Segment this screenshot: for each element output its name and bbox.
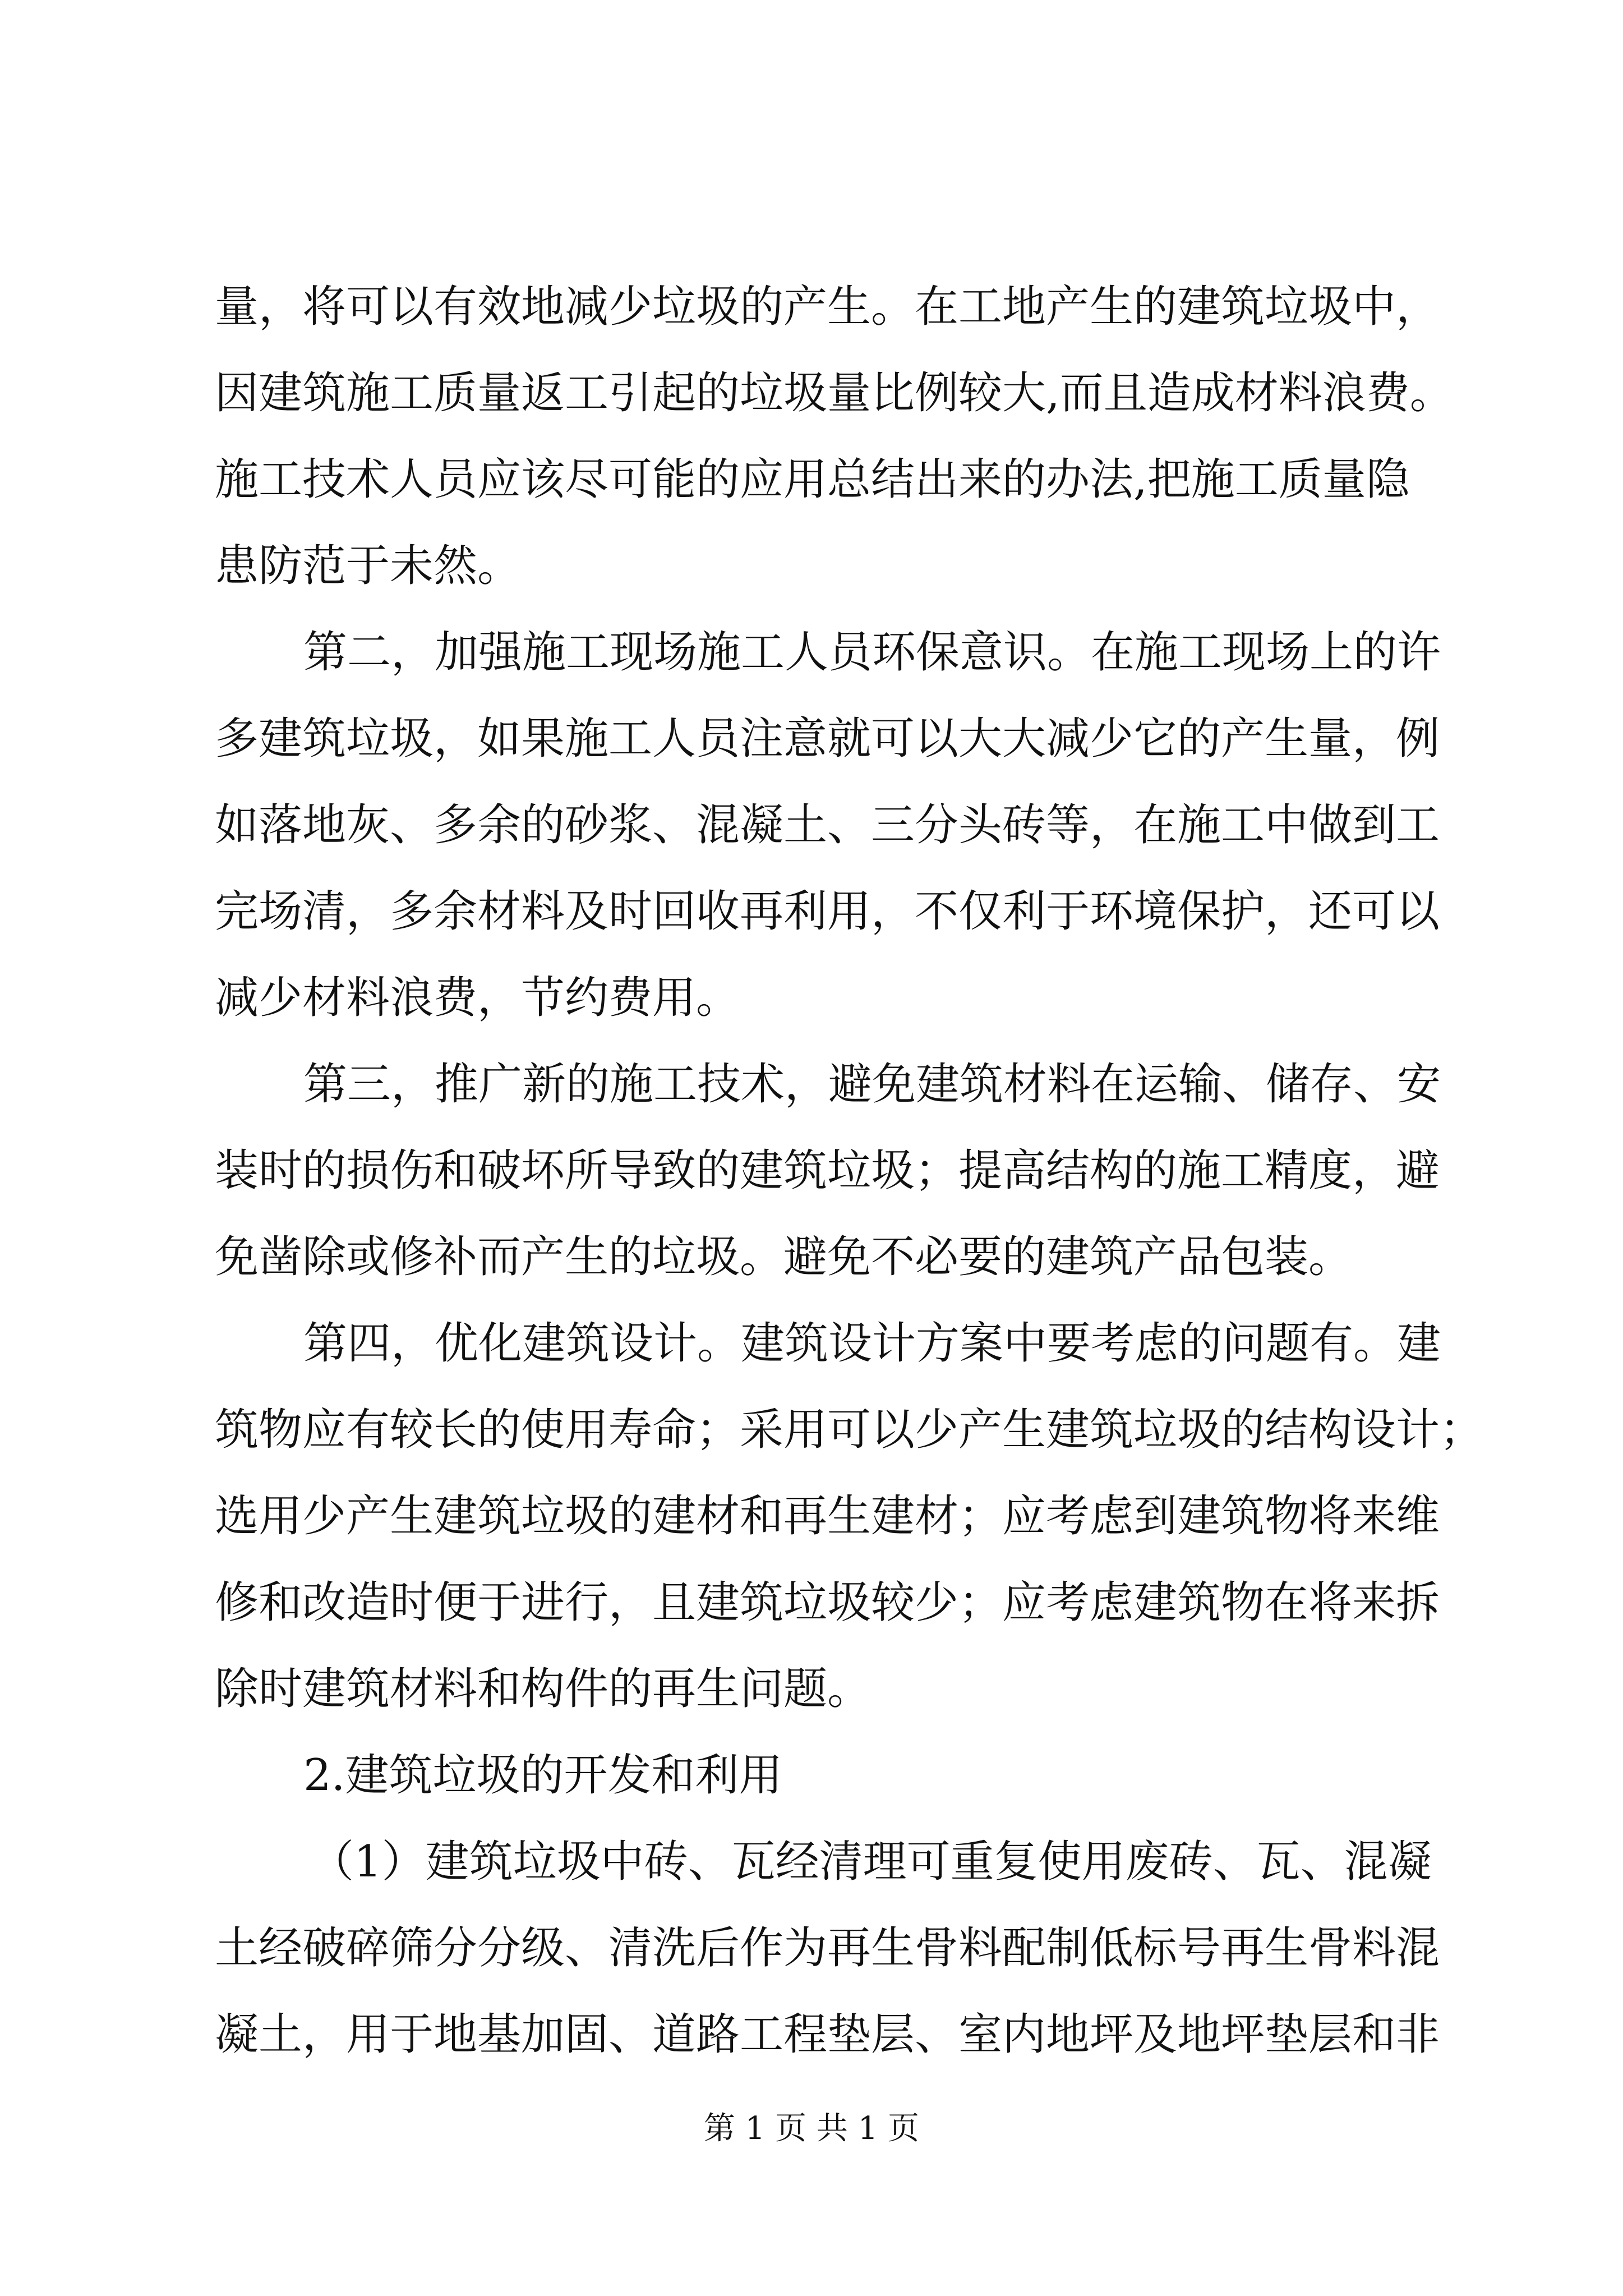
text-line: 免凿除或修补而产生的垃圾。避免不必要的建筑产品包装。 bbox=[215, 1232, 1353, 1282]
text-line: 多建筑垃圾，如果施工人员注意就可以大大减少它的产生量，例 bbox=[215, 714, 1440, 764]
text-line: 完场清，多余材料及时回收再利用，不仅利于环境保护，还可以 bbox=[215, 886, 1440, 937]
text-line: 患防范于未然。 bbox=[215, 541, 522, 591]
document-body bbox=[215, 264, 1499, 2078]
text-line: 减少材料浪费，节约费用。 bbox=[215, 973, 740, 1023]
paragraph-first-line: 第二，加强施工现场施工人员环保意识。在施工现场上的许 bbox=[303, 627, 1441, 678]
text-line: 土经破碎筛分分级、清洗后作为再生骨料配制低标号再生骨料混 bbox=[215, 1923, 1440, 1973]
paragraph-first-line: （1）建筑垃圾中砖、瓦经清理可重复使用废砖、瓦、混凝 bbox=[310, 1837, 1432, 1887]
page-footer: 第 1 页 共 1 页 bbox=[703, 2110, 920, 2147]
paragraph-first-line: 第四，优化建筑设计。建筑设计方案中要考虑的问题有。建 bbox=[303, 1318, 1441, 1369]
text-line: 因建筑施工质量返工引起的垃圾量比例较大,而且造成材料浪费。 bbox=[215, 368, 1454, 418]
text-line: 量，将可以有效地减少垃圾的产生。在工地产生的建筑垃圾中， bbox=[215, 282, 1440, 332]
section-heading: 2.建筑垃圾的开发和利用 bbox=[303, 1750, 783, 1801]
text-line: 如落地灰、多余的砂浆、混凝土、三分头砖等，在施工中做到工 bbox=[215, 800, 1440, 850]
text-line: 装时的损伤和破坏所导致的建筑垃圾；提高结构的施工精度，避 bbox=[215, 1145, 1440, 1196]
text-line: 凝土，用于地基加固、道路工程垫层、室内地坪及地坪垫层和非 bbox=[215, 2009, 1440, 2060]
text-line: 施工技术人员应该尽可能的应用总结出来的办法,把施工质量隐 bbox=[215, 454, 1410, 505]
text-line: 除时建筑材料和构件的再生问题。 bbox=[215, 1664, 872, 1714]
text-line: 修和改造时便于进行，且建筑垃圾较少；应考虑建筑物在将来拆 bbox=[215, 1577, 1440, 1628]
paragraph-first-line: 第三，推广新的施工技术，避免建筑材料在运输、储存、安 bbox=[303, 1059, 1441, 1110]
text-line: 选用少产生建筑垃圾的建材和再生建材；应考虑到建筑物将来维 bbox=[215, 1491, 1440, 1542]
text-line: 筑物应有较长的使用寿命；采用可以少产生建筑垃圾的结构设计； bbox=[215, 1405, 1484, 1455]
